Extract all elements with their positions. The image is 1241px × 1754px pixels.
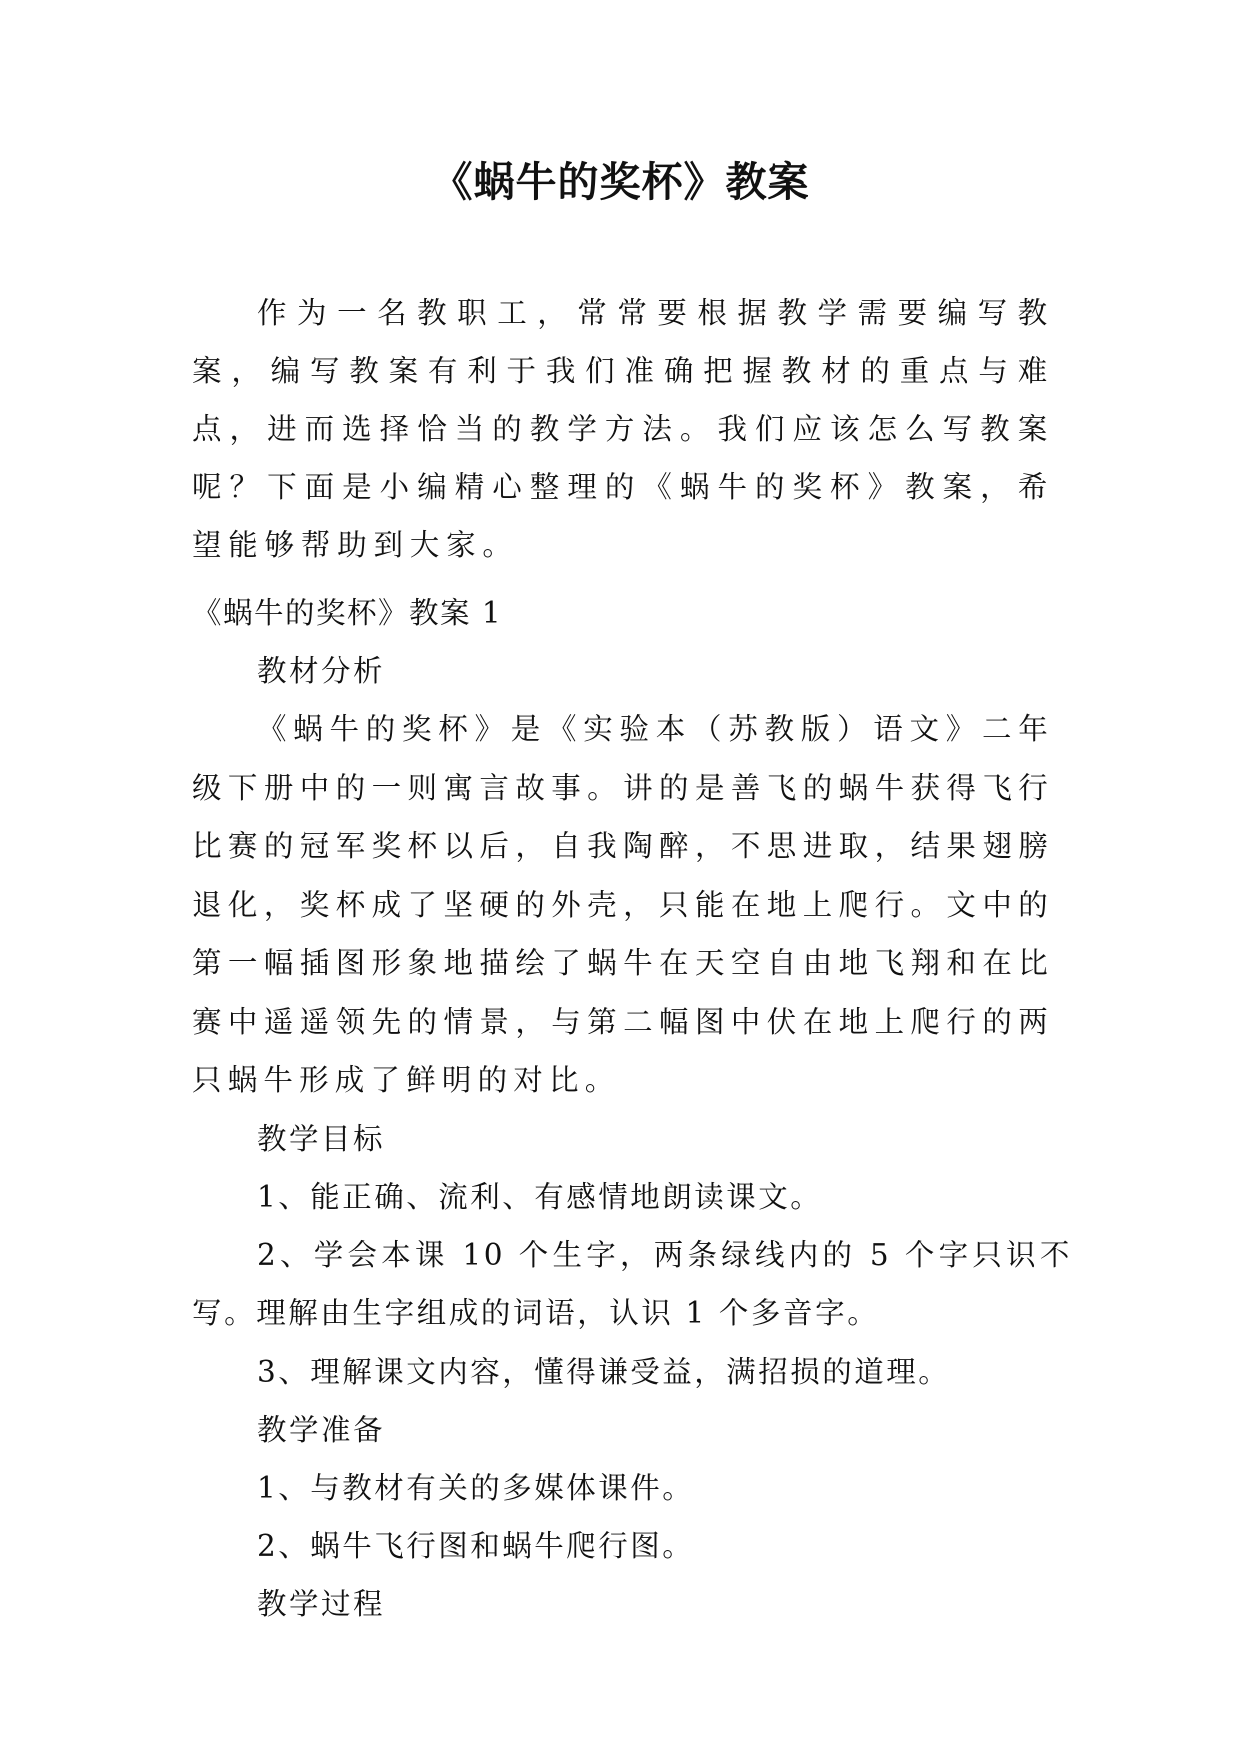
prep-item: 2、蜗牛飞行图和蜗牛爬行图。 xyxy=(257,1528,695,1563)
prep-heading: 教学准备 xyxy=(257,1412,386,1447)
intro-paragraph: 作为一名教职工，常常要根据教学需要编写教案，编写教案有利于我们准确把握教材的重点与难点，进而选择恰当的教学方法。我们应该怎么写教案呢？下面是小编精心整理的《蜗牛的奖杯》教案，希望能够帮助到大家。 xyxy=(192,296,1054,562)
analysis-paragraph: 《蜗牛的奖杯》是《实验本（苏教版）语文》二年级下册中的一则寓言故事。讲的是善飞的蜗牛获得飞行比赛的冠军奖杯以后，自我陶醉，不思进取，结果翅膀退化，奖杯成了坚硬的外壳，只能在地上爬行。文中的第一幅插图形象地描绘了蜗牛在天空自由地飞翔和在比赛中遥遥领先的情景，与第二幅图中伏在地上爬行的两只蜗牛形成了鲜明的对比。 xyxy=(192,712,1054,1097)
goal-item: 2、学会本课 10 个生字，两条绿线内的 5 个字只识不写。理解由生字组成的词语，认识 1 个多音字。 xyxy=(192,1237,1072,1330)
goal-item: 3、理解课文内容，懂得谦受益，满招损的道理。 xyxy=(257,1354,951,1389)
section-title: 《蜗牛的奖杯》教案 1 xyxy=(192,596,503,630)
goals-heading: 教学目标 xyxy=(257,1121,386,1156)
process-heading: 教学过程 xyxy=(257,1586,386,1621)
goal-item: 1、能正确、流利、有感情地朗读课文。 xyxy=(257,1179,823,1214)
analysis-heading: 教材分析 xyxy=(257,654,386,688)
prep-item: 1、与教材有关的多媒体课件。 xyxy=(257,1470,695,1505)
lesson-plan-body xyxy=(192,584,1072,1633)
document-title: 《蜗牛的奖杯》教案 xyxy=(431,158,810,206)
